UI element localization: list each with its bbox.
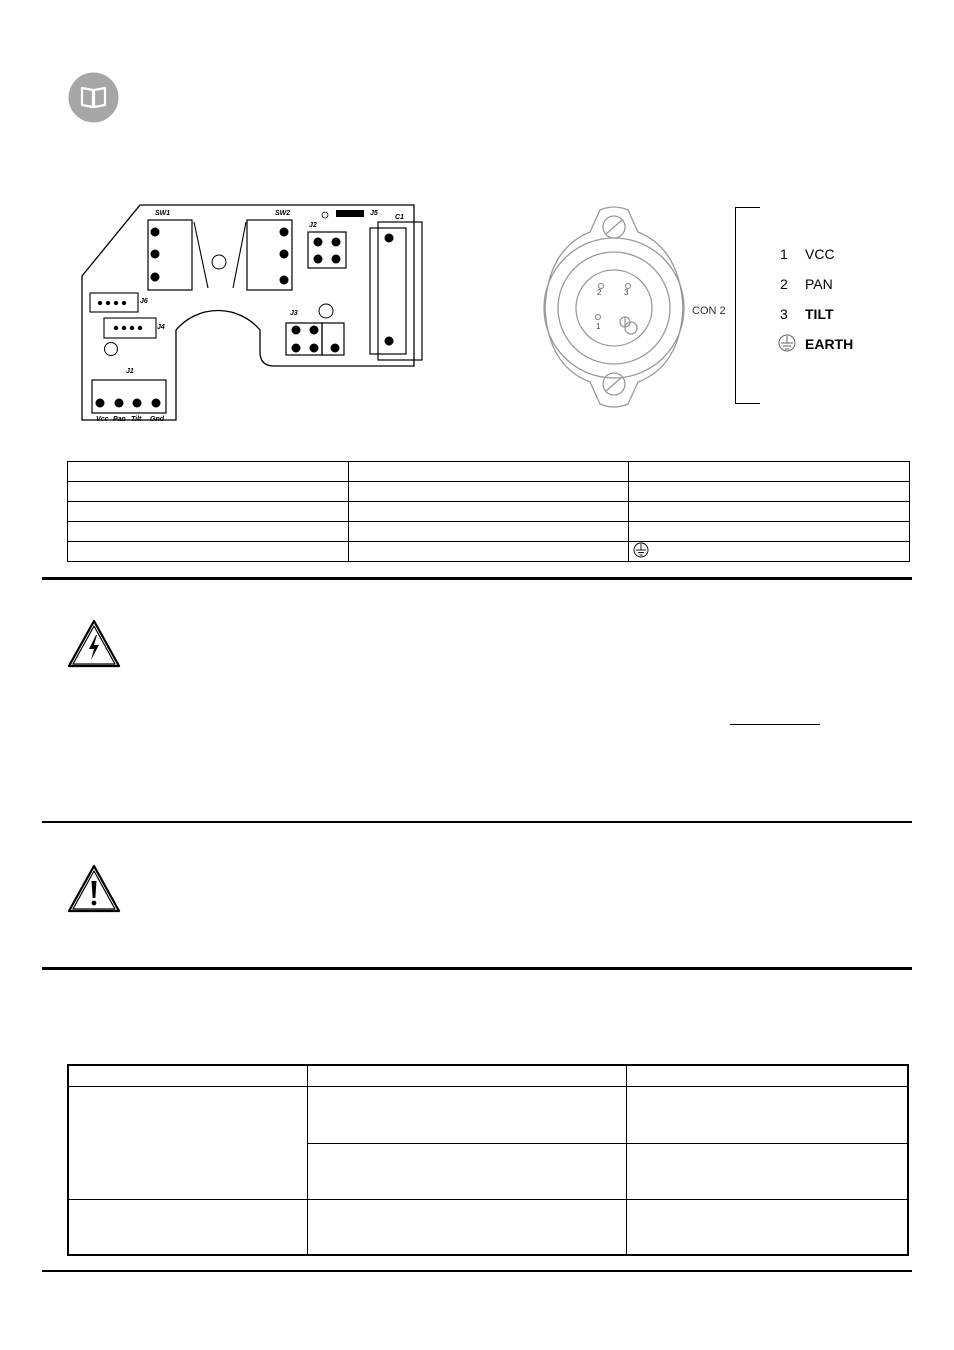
- table-cell: [349, 482, 629, 502]
- label-j2: J2: [309, 222, 317, 229]
- section-divider: [42, 1270, 912, 1272]
- table-row: [68, 542, 910, 562]
- label-j1-gnd: Gnd: [150, 416, 164, 423]
- table-cell: [68, 522, 349, 542]
- table-row: [68, 462, 910, 482]
- label-j1-pan: Pan: [113, 416, 126, 423]
- high-voltage-warning-icon: [67, 619, 121, 669]
- table-cell: [629, 482, 910, 502]
- table-cell: [68, 542, 349, 562]
- label-j1-tilt: Tilt: [131, 416, 142, 423]
- book-icon: [68, 72, 119, 123]
- label-j3: J3: [290, 310, 298, 317]
- label-j1: J1: [126, 368, 134, 375]
- table-cell: [68, 502, 349, 522]
- table-cell: [349, 462, 629, 482]
- pinout-bracket: [735, 207, 760, 404]
- table-row: [68, 502, 910, 522]
- label-c1: C1: [395, 214, 404, 221]
- connector-pin-3: 3: [624, 288, 629, 297]
- section-divider: [42, 577, 912, 580]
- pcb-diagram: [78, 200, 423, 430]
- table-cell: [349, 542, 629, 562]
- connector-name: CON 2: [692, 305, 726, 317]
- label-j1-vcc: Vcc: [96, 416, 109, 423]
- label-sw2: SW2: [275, 210, 291, 217]
- table-cell: [68, 482, 349, 502]
- table-cell: [629, 502, 910, 522]
- pinout-number: 3: [780, 306, 788, 322]
- connector-pin-2: 2: [597, 288, 602, 297]
- pinout-number: 1: [780, 246, 788, 262]
- earth-icon: [778, 334, 796, 357]
- troubleshooting-table: [67, 1064, 909, 1256]
- table-cell: [629, 462, 910, 482]
- pinout-label: EARTH: [805, 336, 854, 352]
- wiring-table: [67, 461, 910, 562]
- table-cell: [68, 462, 349, 482]
- table-cell: [349, 502, 629, 522]
- section-divider: [42, 821, 912, 823]
- table-row: [68, 482, 910, 502]
- pinout-label: TILT: [805, 306, 834, 322]
- pinout-label: PAN: [805, 276, 833, 292]
- table-row: [68, 522, 910, 542]
- label-j6: J6: [140, 298, 148, 305]
- earth-icon: [633, 542, 649, 561]
- pinout-label: VCC: [805, 246, 835, 262]
- underline-mark: [730, 724, 820, 725]
- table-cell: [349, 522, 629, 542]
- exclamation-warning-icon: [67, 864, 121, 914]
- label-j4: J4: [157, 324, 165, 331]
- label-sw1: SW1: [155, 210, 171, 217]
- table-cell: [629, 542, 910, 562]
- pinout-number: 2: [780, 276, 788, 292]
- connector-pin-1: 1: [596, 322, 601, 331]
- section-divider: [42, 967, 912, 970]
- label-j5: J5: [370, 210, 378, 217]
- table-cell: [629, 522, 910, 542]
